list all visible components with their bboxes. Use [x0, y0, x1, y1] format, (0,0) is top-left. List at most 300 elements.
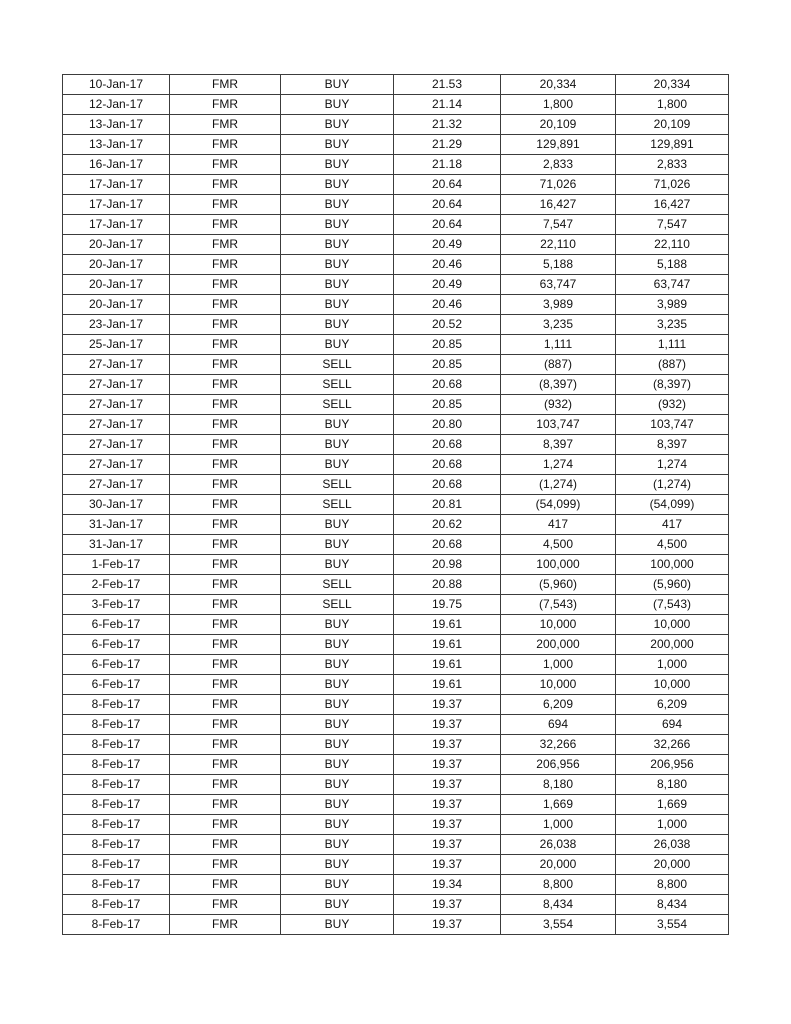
table-cell: 20.68: [394, 435, 501, 455]
table-cell: 20.88: [394, 575, 501, 595]
table-row: [63, 915, 729, 935]
table-cell: 20.68: [394, 375, 501, 395]
table-cell: 19.37: [394, 775, 501, 795]
table-cell: FMR: [170, 75, 281, 95]
table-cell: 8-Feb-17: [63, 915, 170, 935]
table-cell: (1,274): [501, 475, 616, 495]
table-cell: BUY: [281, 195, 394, 215]
table-cell: FMR: [170, 215, 281, 235]
table-cell: 206,956: [616, 755, 729, 775]
table-cell: 100,000: [616, 555, 729, 575]
table-row: [63, 615, 729, 635]
table-cell: BUY: [281, 455, 394, 475]
table-cell: 20.98: [394, 555, 501, 575]
table-cell: 20.68: [394, 475, 501, 495]
table-cell: BUY: [281, 675, 394, 695]
table-cell: 27-Jan-17: [63, 395, 170, 415]
table-cell: 20.46: [394, 295, 501, 315]
table-cell: 2,833: [616, 155, 729, 175]
table-row: [63, 335, 729, 355]
table-cell: BUY: [281, 535, 394, 555]
table-cell: 206,956: [501, 755, 616, 775]
table-cell: (54,099): [501, 495, 616, 515]
table-row: [63, 275, 729, 295]
table-cell: 16,427: [616, 195, 729, 215]
table-cell: 8-Feb-17: [63, 875, 170, 895]
table-cell: 21.29: [394, 135, 501, 155]
table-cell: 6,209: [501, 695, 616, 715]
table-cell: FMR: [170, 235, 281, 255]
table-cell: 8,800: [616, 875, 729, 895]
table-cell: FMR: [170, 555, 281, 575]
table-row: [63, 535, 729, 555]
table-cell: FMR: [170, 775, 281, 795]
table-cell: 10,000: [616, 615, 729, 635]
table-cell: 694: [616, 715, 729, 735]
table-row: [63, 375, 729, 395]
table-cell: BUY: [281, 295, 394, 315]
table-cell: 27-Jan-17: [63, 375, 170, 395]
table-cell: 21.32: [394, 115, 501, 135]
table-row: [63, 295, 729, 315]
table-cell: 2,833: [501, 155, 616, 175]
table-cell: BUY: [281, 775, 394, 795]
table-cell: 22,110: [501, 235, 616, 255]
table-cell: 17-Jan-17: [63, 215, 170, 235]
table-cell: FMR: [170, 635, 281, 655]
table-cell: 8-Feb-17: [63, 815, 170, 835]
table-cell: BUY: [281, 835, 394, 855]
table-cell: FMR: [170, 195, 281, 215]
table-row: [63, 455, 729, 475]
table-cell: FMR: [170, 375, 281, 395]
table-cell: FMR: [170, 615, 281, 635]
table-cell: 20.81: [394, 495, 501, 515]
table-row: [63, 715, 729, 735]
table-cell: 1,111: [501, 335, 616, 355]
table-row: [63, 215, 729, 235]
table-cell: 1,000: [616, 655, 729, 675]
table-cell: 20.52: [394, 315, 501, 335]
table-row: [63, 775, 729, 795]
table-cell: 13-Jan-17: [63, 135, 170, 155]
table-cell: 1,669: [501, 795, 616, 815]
table-cell: 200,000: [616, 635, 729, 655]
table-cell: FMR: [170, 355, 281, 375]
table-cell: 8,434: [616, 895, 729, 915]
table-cell: 30-Jan-17: [63, 495, 170, 515]
table-cell: 10,000: [501, 615, 616, 635]
table-cell: BUY: [281, 135, 394, 155]
table-cell: 10-Jan-17: [63, 75, 170, 95]
table-cell: FMR: [170, 435, 281, 455]
table-cell: 3,554: [501, 915, 616, 935]
table-cell: FMR: [170, 455, 281, 475]
table-cell: 19.37: [394, 895, 501, 915]
table-cell: 8,434: [501, 895, 616, 915]
table-cell: SELL: [281, 575, 394, 595]
table-cell: BUY: [281, 175, 394, 195]
table-cell: BUY: [281, 515, 394, 535]
table-cell: BUY: [281, 855, 394, 875]
table-cell: 8-Feb-17: [63, 835, 170, 855]
table-row: [63, 835, 729, 855]
table-cell: BUY: [281, 895, 394, 915]
table-cell: 8-Feb-17: [63, 895, 170, 915]
table-cell: BUY: [281, 555, 394, 575]
table-cell: 23-Jan-17: [63, 315, 170, 335]
table-cell: 27-Jan-17: [63, 415, 170, 435]
table-cell: (1,274): [616, 475, 729, 495]
table-cell: FMR: [170, 795, 281, 815]
table-row: [63, 315, 729, 335]
table-cell: FMR: [170, 875, 281, 895]
table-row: [63, 735, 729, 755]
table-row: [63, 195, 729, 215]
table-cell: BUY: [281, 215, 394, 235]
table-cell: FMR: [170, 535, 281, 555]
table-cell: 19.37: [394, 695, 501, 715]
table-cell: 2-Feb-17: [63, 575, 170, 595]
table-cell: 6,209: [616, 695, 729, 715]
table-row: [63, 415, 729, 435]
table-cell: BUY: [281, 75, 394, 95]
table-cell: 4,500: [501, 535, 616, 555]
table-cell: 6-Feb-17: [63, 655, 170, 675]
table-cell: (5,960): [616, 575, 729, 595]
table-cell: FMR: [170, 315, 281, 335]
table-cell: FMR: [170, 115, 281, 135]
table-cell: (932): [616, 395, 729, 415]
table-cell: (887): [501, 355, 616, 375]
table-cell: 19.37: [394, 715, 501, 735]
table-cell: 19.37: [394, 835, 501, 855]
table-row: [63, 655, 729, 675]
table-cell: 3,989: [501, 295, 616, 315]
table-cell: 21.53: [394, 75, 501, 95]
table-row: [63, 515, 729, 535]
table-cell: BUY: [281, 735, 394, 755]
table-cell: SELL: [281, 355, 394, 375]
table-cell: SELL: [281, 495, 394, 515]
table-cell: SELL: [281, 375, 394, 395]
table-cell: FMR: [170, 515, 281, 535]
table-body: [63, 75, 729, 935]
table-cell: 22,110: [616, 235, 729, 255]
table-row: [63, 495, 729, 515]
table-cell: 27-Jan-17: [63, 355, 170, 375]
table-row: [63, 235, 729, 255]
table-cell: FMR: [170, 755, 281, 775]
table-cell: 8-Feb-17: [63, 855, 170, 875]
table-cell: 3,989: [616, 295, 729, 315]
table-cell: BUY: [281, 95, 394, 115]
table-cell: 1,000: [501, 815, 616, 835]
table-cell: 8,800: [501, 875, 616, 895]
table-cell: 20.49: [394, 235, 501, 255]
table-cell: 7,547: [616, 215, 729, 235]
table-row: [63, 675, 729, 695]
table-cell: SELL: [281, 475, 394, 495]
table-cell: FMR: [170, 915, 281, 935]
table-cell: (7,543): [616, 595, 729, 615]
table-cell: 5,188: [501, 255, 616, 275]
table-cell: 17-Jan-17: [63, 195, 170, 215]
table-cell: 8-Feb-17: [63, 715, 170, 735]
table-cell: FMR: [170, 415, 281, 435]
table-cell: 20.49: [394, 275, 501, 295]
table-cell: 20-Jan-17: [63, 255, 170, 275]
table-cell: FMR: [170, 715, 281, 735]
table-row: [63, 155, 729, 175]
table-cell: 19.37: [394, 755, 501, 775]
table-cell: 8-Feb-17: [63, 695, 170, 715]
table-cell: 10,000: [501, 675, 616, 695]
table-cell: 100,000: [501, 555, 616, 575]
table-cell: 20.62: [394, 515, 501, 535]
table-cell: FMR: [170, 95, 281, 115]
table-cell: 19.37: [394, 855, 501, 875]
table-cell: BUY: [281, 755, 394, 775]
table-cell: 3-Feb-17: [63, 595, 170, 615]
table-cell: SELL: [281, 395, 394, 415]
table-cell: 103,747: [501, 415, 616, 435]
table-cell: 27-Jan-17: [63, 455, 170, 475]
table-cell: 19.37: [394, 915, 501, 935]
table-row: [63, 795, 729, 815]
table-cell: BUY: [281, 875, 394, 895]
table-row: [63, 115, 729, 135]
table-cell: 21.18: [394, 155, 501, 175]
table-row: [63, 175, 729, 195]
table-row: [63, 555, 729, 575]
table-cell: 129,891: [616, 135, 729, 155]
table-cell: 20.85: [394, 355, 501, 375]
table-cell: 8-Feb-17: [63, 795, 170, 815]
table-row: [63, 855, 729, 875]
table-cell: BUY: [281, 815, 394, 835]
table-cell: 1,000: [616, 815, 729, 835]
table-cell: 31-Jan-17: [63, 535, 170, 555]
table-cell: FMR: [170, 135, 281, 155]
table-row: [63, 895, 729, 915]
table-cell: BUY: [281, 655, 394, 675]
table-cell: FMR: [170, 155, 281, 175]
table-cell: 6-Feb-17: [63, 675, 170, 695]
table-cell: FMR: [170, 655, 281, 675]
table-row: [63, 755, 729, 775]
table-row: [63, 575, 729, 595]
table-cell: FMR: [170, 595, 281, 615]
table-cell: 31-Jan-17: [63, 515, 170, 535]
table-cell: BUY: [281, 635, 394, 655]
table-cell: 20,000: [501, 855, 616, 875]
table-cell: FMR: [170, 275, 281, 295]
table-row: [63, 595, 729, 615]
table-cell: 71,026: [501, 175, 616, 195]
table-cell: SELL: [281, 595, 394, 615]
table-cell: 32,266: [501, 735, 616, 755]
table-cell: FMR: [170, 835, 281, 855]
table-cell: FMR: [170, 675, 281, 695]
table-cell: FMR: [170, 855, 281, 875]
table-cell: 63,747: [501, 275, 616, 295]
table-cell: 19.37: [394, 735, 501, 755]
table-cell: BUY: [281, 695, 394, 715]
table-cell: 20.64: [394, 175, 501, 195]
table-row: [63, 75, 729, 95]
table-cell: 19.37: [394, 815, 501, 835]
table-cell: (8,397): [616, 375, 729, 395]
table-cell: 26,038: [616, 835, 729, 855]
table-cell: 8,180: [616, 775, 729, 795]
table-cell: 19.61: [394, 615, 501, 635]
table-cell: BUY: [281, 275, 394, 295]
table-row: [63, 255, 729, 275]
table-cell: 20-Jan-17: [63, 235, 170, 255]
table-cell: FMR: [170, 335, 281, 355]
table-cell: 20,109: [616, 115, 729, 135]
table-cell: 20-Jan-17: [63, 295, 170, 315]
table-cell: 8-Feb-17: [63, 755, 170, 775]
table-cell: 8,397: [501, 435, 616, 455]
table-row: [63, 135, 729, 155]
table-cell: 20,334: [501, 75, 616, 95]
table-cell: 20.68: [394, 455, 501, 475]
table-row: [63, 815, 729, 835]
table-cell: (8,397): [501, 375, 616, 395]
table-row: [63, 475, 729, 495]
table-cell: 6-Feb-17: [63, 615, 170, 635]
table-cell: 19.34: [394, 875, 501, 895]
table-cell: BUY: [281, 715, 394, 735]
table-cell: 3,235: [616, 315, 729, 335]
table-cell: 17-Jan-17: [63, 175, 170, 195]
table-row: [63, 435, 729, 455]
table-cell: 13-Jan-17: [63, 115, 170, 135]
table-cell: 27-Jan-17: [63, 435, 170, 455]
table-cell: (887): [616, 355, 729, 375]
table-cell: BUY: [281, 255, 394, 275]
table-cell: 7,547: [501, 215, 616, 235]
table-row: [63, 875, 729, 895]
table-cell: 6-Feb-17: [63, 635, 170, 655]
table-cell: 20.85: [394, 335, 501, 355]
table-cell: 19.61: [394, 675, 501, 695]
table-cell: FMR: [170, 475, 281, 495]
table-cell: 8-Feb-17: [63, 735, 170, 755]
table-cell: BUY: [281, 115, 394, 135]
table-cell: 16-Jan-17: [63, 155, 170, 175]
table-cell: 1,800: [501, 95, 616, 115]
table-cell: 26,038: [501, 835, 616, 855]
table-cell: 20.80: [394, 415, 501, 435]
table-row: [63, 95, 729, 115]
table-cell: FMR: [170, 295, 281, 315]
table-cell: 1,274: [616, 455, 729, 475]
table-cell: 417: [616, 515, 729, 535]
table-cell: 16,427: [501, 195, 616, 215]
table-cell: BUY: [281, 795, 394, 815]
table-cell: 12-Jan-17: [63, 95, 170, 115]
table-cell: 20.64: [394, 215, 501, 235]
table-cell: 129,891: [501, 135, 616, 155]
table-cell: (5,960): [501, 575, 616, 595]
table-cell: 1,274: [501, 455, 616, 475]
table-cell: 20,000: [616, 855, 729, 875]
table-cell: 10,000: [616, 675, 729, 695]
table-cell: FMR: [170, 695, 281, 715]
table-cell: BUY: [281, 615, 394, 635]
table-row: [63, 355, 729, 375]
table-cell: 1,800: [616, 95, 729, 115]
table-cell: 32,266: [616, 735, 729, 755]
table-cell: 4,500: [616, 535, 729, 555]
table-cell: 63,747: [616, 275, 729, 295]
table-cell: BUY: [281, 415, 394, 435]
table-cell: 20,334: [616, 75, 729, 95]
table-cell: BUY: [281, 915, 394, 935]
table-cell: 1-Feb-17: [63, 555, 170, 575]
table-cell: FMR: [170, 575, 281, 595]
table-row: [63, 695, 729, 715]
table-cell: 71,026: [616, 175, 729, 195]
table-cell: BUY: [281, 155, 394, 175]
table-cell: 8,180: [501, 775, 616, 795]
table-row: [63, 635, 729, 655]
table-cell: 20.46: [394, 255, 501, 275]
table-cell: FMR: [170, 395, 281, 415]
table-cell: 694: [501, 715, 616, 735]
table-cell: BUY: [281, 235, 394, 255]
table-cell: 1,111: [616, 335, 729, 355]
table-cell: FMR: [170, 495, 281, 515]
table-cell: BUY: [281, 435, 394, 455]
table-cell: BUY: [281, 335, 394, 355]
table-cell: 417: [501, 515, 616, 535]
table-cell: 8,397: [616, 435, 729, 455]
table-cell: 3,554: [616, 915, 729, 935]
table-cell: (932): [501, 395, 616, 415]
table-cell: 20.85: [394, 395, 501, 415]
table-cell: FMR: [170, 735, 281, 755]
table-row: [63, 395, 729, 415]
table-cell: FMR: [170, 175, 281, 195]
table-cell: 8-Feb-17: [63, 775, 170, 795]
table-cell: 200,000: [501, 635, 616, 655]
table-cell: 5,188: [616, 255, 729, 275]
table-cell: (54,099): [616, 495, 729, 515]
trades-table: [62, 74, 729, 935]
table-cell: FMR: [170, 895, 281, 915]
table-cell: 21.14: [394, 95, 501, 115]
table-cell: 25-Jan-17: [63, 335, 170, 355]
table-cell: FMR: [170, 815, 281, 835]
table-cell: FMR: [170, 255, 281, 275]
table-cell: 19.37: [394, 795, 501, 815]
table-cell: 27-Jan-17: [63, 475, 170, 495]
table-cell: 20.68: [394, 535, 501, 555]
table-cell: BUY: [281, 315, 394, 335]
table-cell: (7,543): [501, 595, 616, 615]
table-cell: 20,109: [501, 115, 616, 135]
table-cell: 20.64: [394, 195, 501, 215]
table-cell: 1,000: [501, 655, 616, 675]
table-cell: 19.75: [394, 595, 501, 615]
table-cell: 103,747: [616, 415, 729, 435]
table-cell: 1,669: [616, 795, 729, 815]
table-cell: 19.61: [394, 635, 501, 655]
